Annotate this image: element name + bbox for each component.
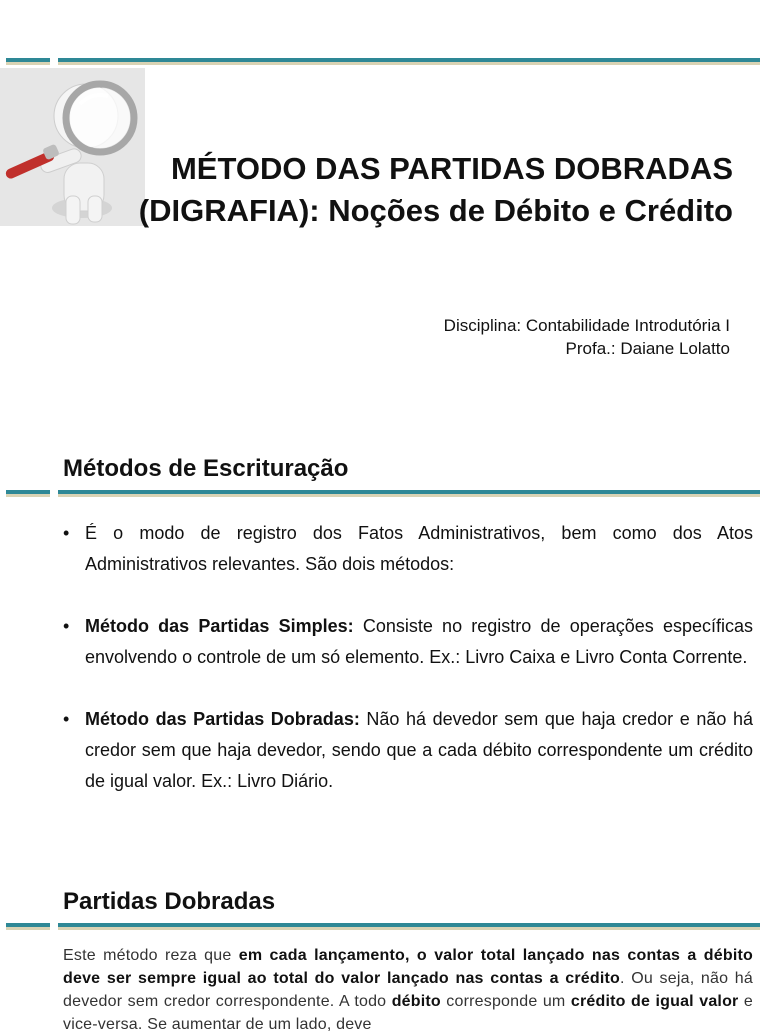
bullet-bold: Método das Partidas Simples: bbox=[85, 616, 354, 636]
body-text: Este método reza que bbox=[63, 947, 239, 964]
body-bold: débito bbox=[391, 993, 441, 1010]
professor-label: Profa.: Daiane Lolatto bbox=[565, 339, 730, 358]
slide3-rule-left bbox=[6, 923, 50, 930]
discipline-label: Disciplina: Contabilidade Introdutória I bbox=[443, 316, 730, 335]
methods-bullet-list bbox=[63, 518, 753, 797]
slide2-rule-left bbox=[6, 490, 50, 497]
slide1-top-rule-left bbox=[6, 58, 50, 65]
bullet-icon: • bbox=[63, 709, 70, 729]
body-bold: em cada lançamento, o valor total lançado nas contas a débito deve ser sempre igual ao total do valor lançado nas contas a crédito bbox=[63, 947, 753, 987]
body-text: e vice-versa. Se aumentar de um lado, deve bbox=[63, 993, 753, 1033]
partidas-dobradas-paragraph bbox=[63, 944, 753, 1036]
bullet-text: Consiste no registro de operações específicas envolvendo o controle de um só elemento. Ex.: Livro Caixa e Livro Conta Corrente. bbox=[85, 616, 753, 667]
section-heading-partidas-dobradas: Partidas Dobradas bbox=[63, 888, 276, 915]
slide3-rule-right bbox=[58, 923, 760, 930]
slide-subtitle bbox=[444, 314, 730, 360]
bullet-icon: • bbox=[63, 616, 70, 636]
body-text: . Ou seja, não há devedor sem credor correspondente. A todo bbox=[63, 970, 753, 1010]
section-heading-escrituracao: Métodos de Escrituração bbox=[63, 455, 349, 482]
body-text: corresponde um bbox=[440, 993, 571, 1010]
bullet-text: Não há devedor sem que haja credor e não há credor sem que haja devedor, sendo que a cada débito correspondente um crédito de igual valor. Ex.: Livro Diário. bbox=[85, 709, 753, 791]
bullet-text: É o modo de registro dos Fatos Administrativos, bem como dos Atos Administrativos relevantes. São dois métodos: bbox=[85, 523, 753, 574]
slide-title: MÉTODO DAS PARTIDAS DOBRADAS (DIGRAFIA): Noções de Débito e Crédito bbox=[138, 151, 733, 228]
magnifying-glass-figure-icon bbox=[0, 68, 145, 226]
list-item bbox=[63, 704, 753, 797]
slide2-rule-right bbox=[58, 490, 760, 497]
list-item bbox=[63, 611, 753, 673]
slide1-top-rule-right bbox=[58, 58, 760, 65]
bullet-icon: • bbox=[63, 523, 70, 543]
list-item bbox=[63, 518, 753, 580]
body-bold: crédito de igual valor bbox=[570, 993, 739, 1010]
bullet-bold: Método das Partidas Dobradas: bbox=[85, 709, 360, 729]
